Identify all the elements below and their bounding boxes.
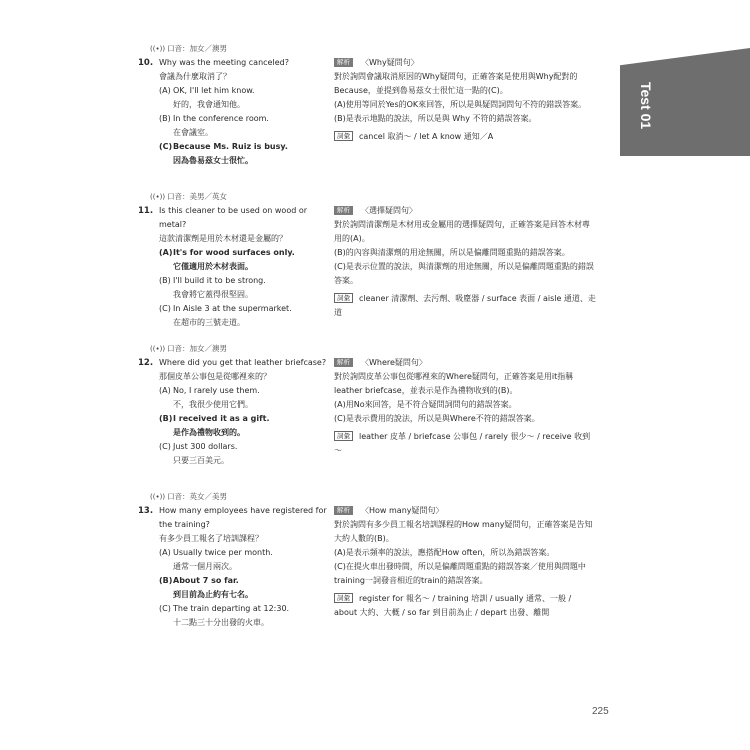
option-en: In the conference room. [173, 114, 269, 123]
question-left-column [138, 42, 328, 168]
option-row [138, 440, 328, 454]
question-number: 10. [138, 58, 154, 68]
vocab-tag: 詞彙 [334, 293, 353, 303]
audio-accent: 口音：加女／澳男 [167, 344, 228, 353]
explanation-paragraph: 對於詢問有多少員工報名培訓課程的How many疑問句，正確答案是告知大約人數的(B)。 [334, 520, 593, 543]
option-en: It's for wood surfaces only. [173, 248, 295, 257]
explanation-paragraph: (C)是表示位置的說法，與清潔劑的用途無關，所以是偏離問題重點的錯誤答案。 [334, 262, 594, 285]
explanation-paragraph: 對於詢問皮革公事包從哪裡來的Where疑問句，正確答案是用it指稱leather briefcase，並表示是作為禮物收到的(B)。 [334, 372, 574, 395]
explanation-paragraph: 對於詢問清潔劑是木材用或金屬用的選擇疑問句，正確答案是回答木材專用的(A)。 [334, 220, 590, 243]
audio-accent-line [150, 342, 328, 356]
analysis-tag: 解析 [334, 206, 353, 215]
audio-accent-line [150, 190, 328, 204]
option-zh: 只要三百美元。 [173, 456, 229, 465]
question-row [138, 504, 328, 532]
option-en: Because Ms. Ruiz is busy. [173, 142, 288, 151]
option-en: I'll build it to be strong. [173, 276, 266, 285]
option-zh: 因為魯易茲女士很忙。 [173, 156, 253, 165]
vocab-line [334, 430, 596, 458]
option-en: OK, I'll let him know. [173, 86, 255, 95]
question-number: 13. [138, 506, 154, 516]
vocab-text: cleaner 清潔劑、去污劑、吸塵器 / surface 表面 / aisle 通道、走道 [334, 294, 596, 317]
option-zh: 通常一個月兩次。 [173, 562, 237, 571]
option-letter: (C) [159, 142, 173, 151]
option-row [138, 602, 328, 616]
option-letter: (B) [159, 576, 173, 585]
option-row [138, 274, 328, 288]
option-row [138, 384, 328, 398]
question-left-column [138, 490, 328, 630]
vocab-line [334, 292, 596, 320]
audio-accent: 口音：加女／澳男 [167, 44, 228, 53]
option-zh: 在超市的三號走道。 [173, 318, 245, 327]
question-zh: 那個皮革公事包是從哪裡來的？ [159, 372, 271, 381]
question-zh: 有多少員工報名了培訓課程？ [159, 534, 263, 543]
vocab-line [334, 130, 596, 144]
explanation-paragraph: (B)的內容與清潔劑的用途無關，所以是偏離問題重點的錯誤答案。 [334, 248, 570, 257]
option-row [138, 84, 328, 98]
audio-icon: ((•)) [150, 345, 166, 353]
analysis-tag: 解析 [334, 358, 353, 367]
explanation-heading [334, 204, 596, 218]
audio-accent: 口音：英女／美男 [167, 492, 228, 501]
option-letter: (B) [159, 276, 171, 285]
option-en: About 7 so far. [173, 576, 239, 585]
question-number: 12. [138, 358, 154, 368]
option-letter: (B) [159, 114, 171, 123]
option-letter: (C) [159, 304, 171, 313]
question-en: How many employees have registered for the training? [159, 506, 327, 529]
vocab-line [334, 592, 596, 620]
explanation-paragraph: (A)是表示頻率的說法，應搭配How often，所以為錯誤答案。 [334, 548, 555, 557]
answer-type: 〈選擇疑問句〉 [361, 206, 417, 215]
option-row [138, 112, 328, 126]
option-zh: 在會議室。 [173, 128, 213, 137]
explanation-column [334, 56, 596, 144]
option-zh: 到目前為止約有七名。 [173, 590, 253, 599]
option-zh: 我會將它蓋得很堅固。 [173, 290, 253, 299]
audio-icon: ((•)) [150, 193, 166, 201]
explanation-column [334, 504, 596, 620]
explanation-paragraph: (C)在提火車出發時間，所以是偏離問題重點的錯誤答案／使用與問題中training一詞發音相近的train的錯誤答案。 [334, 562, 586, 585]
audio-icon: ((•)) [150, 45, 166, 53]
answer-type: 〈How many疑問句〉 [361, 506, 444, 515]
vocab-tag: 詞彙 [334, 131, 353, 141]
option-row-correct [138, 140, 328, 154]
question-en: Where did you get that leather briefcase? [159, 358, 327, 367]
question-zh: 會議為什麼取消了？ [159, 72, 231, 81]
option-letter: (C) [159, 442, 171, 451]
vocab-text: leather 皮革 / briefcase 公事包 / rarely 很少～ / receive 收到～ [334, 432, 591, 455]
explanation-paragraph: (B)是表示地點的說法，所以是與 Why 不符的錯誤答案。 [334, 114, 537, 123]
explanation-paragraph: 對於詢問會議取消原因的Why疑問句，正確答案是使用與Why配對的Because，並提到魯易茲女士很忙這一點的(C)。 [334, 72, 578, 95]
explanation-heading [334, 56, 596, 70]
explanation-paragraph: (A)用No來回答，是不符合疑問詞問句的錯誤答案。 [334, 400, 517, 409]
option-en: Just 300 dollars. [173, 442, 238, 451]
explanation-paragraph: (C)是表示費用的說法，所以是與Where不符的錯誤答案。 [334, 414, 540, 423]
option-letter: (A) [159, 548, 171, 557]
audio-accent-line [150, 42, 328, 56]
option-en: In Aisle 3 at the supermarket. [173, 304, 292, 313]
answer-type: 〈Where疑問句〉 [361, 358, 427, 367]
option-letter: (A) [159, 86, 171, 95]
analysis-tag: 解析 [334, 506, 353, 515]
question-left-column [138, 190, 328, 330]
test-tab-label: Test 01 [638, 82, 654, 130]
question-en: Is this cleaner to be used on wood or metal? [159, 206, 308, 229]
option-letter: (B) [159, 414, 173, 423]
explanation-column [334, 204, 596, 320]
question-zh: 這款清潔劑是用於木材還是金屬的？ [159, 234, 287, 243]
option-letter: (A) [159, 248, 173, 257]
explanation-heading [334, 356, 596, 370]
question-row [138, 356, 328, 370]
answer-type: 〈Why疑問句〉 [361, 58, 419, 67]
explanation-heading [334, 504, 596, 518]
option-zh: 是作為禮物收到的。 [173, 428, 245, 437]
explanation-paragraph: (A)使用等同於Yes的OK來回答，所以是與疑問詞問句不符的錯誤答案。 [334, 100, 587, 109]
page-number: 225 [592, 706, 609, 717]
option-en: I received it as a gift. [173, 414, 270, 423]
question-row [138, 204, 328, 232]
option-letter: (C) [159, 604, 171, 613]
option-row [138, 546, 328, 560]
question-en: Why was the meeting canceled? [159, 58, 289, 67]
vocab-tag: 詞彙 [334, 593, 353, 603]
option-zh: 不，我很少使用它們。 [173, 400, 253, 409]
option-zh: 它僅適用於木材表面。 [173, 262, 253, 271]
audio-accent-line [150, 490, 328, 504]
audio-icon: ((•)) [150, 493, 166, 501]
vocab-tag: 詞彙 [334, 431, 353, 441]
vocab-text: register for 報名～ / training 培訓 / usually 通常、一般 / about 大約、大概 / so far 到目前為止 / depart 出發、離開 [334, 594, 572, 617]
analysis-tag: 解析 [334, 58, 353, 67]
vocab-text: cancel 取消～ / let A know 通知／A [359, 132, 494, 141]
explanation-column [334, 356, 596, 458]
option-zh: 好的，我會通知他。 [173, 100, 245, 109]
option-row-correct [138, 574, 328, 588]
option-row [138, 302, 328, 316]
option-en: The train departing at 12:30. [173, 604, 290, 613]
option-en: Usually twice per month. [173, 548, 273, 557]
option-zh: 十二點三十分出發的火車。 [173, 618, 269, 627]
option-letter: (A) [159, 386, 171, 395]
question-left-column [138, 342, 328, 468]
option-en: No, I rarely use them. [173, 386, 260, 395]
question-row [138, 56, 328, 70]
option-row-correct [138, 412, 328, 426]
audio-accent: 口音：美男／英女 [167, 192, 228, 201]
question-number: 11. [138, 206, 154, 216]
option-row-correct [138, 246, 328, 260]
